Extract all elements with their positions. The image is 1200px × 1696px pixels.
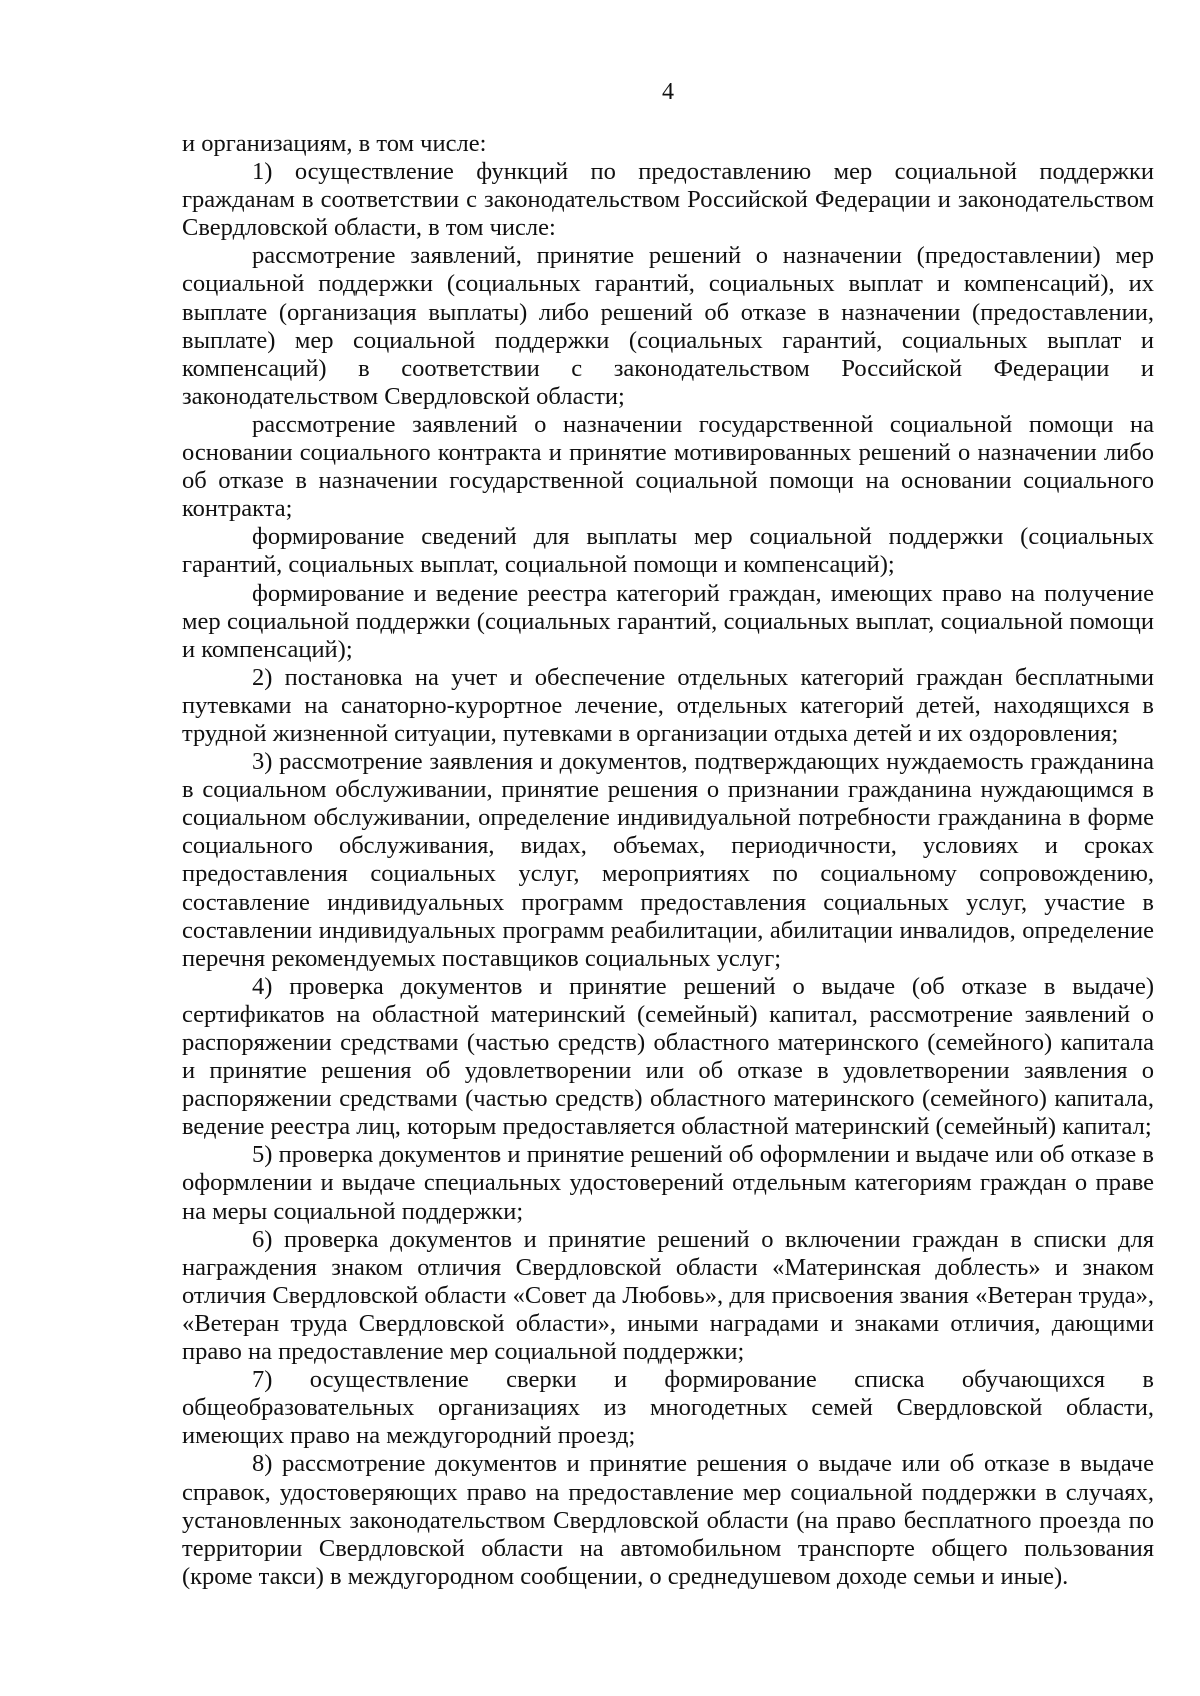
paragraph-intro: и организациям, в том числе: bbox=[182, 130, 487, 157]
paragraph-subitem-social-contract: рассмотрение заявлений о назначении государственной социальной помощи на основании социального контракта и принятие мотивированных решений о назначении либо об отказе в назначении государственной социальной помощи на основании социального контракта; bbox=[182, 410, 1154, 523]
paragraph-item-8: 8) рассмотрение документов и принятие решения о выдаче или об отказе в выдаче справок, удостоверяющих право на предоставление мер социальной поддержки в случаях, установленных законодательством Свердловской области (на право бесплатного проезда по территории Свердловской области на автомобильном транспорте общего пользования (кроме такси) в междугородном сообщении, о среднедушевом доходе семьи и иные). bbox=[182, 1450, 1154, 1590]
paragraph-item-5: 5) проверка документов и принятие решений об оформлении и выдаче или об отказе в оформлении и выдаче специальных удостоверений отдельным категориям граждан о праве на меры социальной поддержки; bbox=[182, 1141, 1154, 1225]
paragraph-item-3: 3) рассмотрение заявления и документов, подтверждающих нуждаемость гражданина в социальном обслуживании, принятие решения о признании гражданина нуждающимся в социальном обслуживании, определение индивидуальной потребности гражданина в форме социального обслуживания, видах, объемах, периодичности, условиях и сроках предоставления социальных услуг, мероприятиях по социальному сопровождению, составление индивидуальных программ предоставления социальных услуг, участие в составлении индивидуальных программ реабилитации, абилитации инвалидов, определение перечня рекомендуемых поставщиков социальных услуг; bbox=[182, 748, 1154, 972]
paragraph-item-2: 2) постановка на учет и обеспечение отдельных категорий граждан бесплатными путевками на санаторно-курортное лечение, отдельных категорий детей, находящихся в трудной жизненной ситуации, путевками в организации отдыха детей и их оздоровления; bbox=[182, 663, 1154, 747]
document-body bbox=[182, 130, 1154, 1591]
document-page bbox=[182, 0, 1154, 1696]
paragraph-subitem-registry: формирование и ведение реестра категорий граждан, имеющих право на получение мер социальной поддержки (социальных гарантий, социальных выплат, социальной помощи и компенсаций); bbox=[182, 579, 1154, 663]
page-number: 4 bbox=[662, 79, 674, 105]
paragraph-subitem-applications: рассмотрение заявлений, принятие решений о назначении (предоставлении) мер социальной поддержки (социальных гарантий, социальных выплат и компенсаций), их выплате (организация выплаты) либо решений об отказе в назначении (предоставлении, выплате) мер социальной поддержки (социальных гарантий, социальных выплат и компенсаций) в соответствии с законодательством Российской Федерации и законодательством Свердловской области; bbox=[182, 242, 1154, 410]
paragraph-item-1: 1) осуществление функций по предоставлению мер социальной поддержки гражданам в соответствии с законодательством Российской Федерации и законодательством Свердловской области, в том числе: bbox=[182, 158, 1154, 242]
paragraph-item-6: 6) проверка документов и принятие решений о включении граждан в списки для награждения знаком отличия Свердловской области «Материнская доблесть» и знаком отличия Свердловской области «Совет да Любовь», для присвоения звания «Ветеран труда», «Ветеран труда Свердловской области», иными наградами и знаками отличия, дающими право на предоставление мер социальной поддержки; bbox=[182, 1225, 1154, 1366]
paragraph-item-7: 7) осуществление сверки и формирование списка обучающихся в общеобразовательных организациях из многодетных семей Свердловской области, имеющих право на междугородний проезд; bbox=[182, 1366, 1154, 1450]
paragraph-subitem-payment-info: формирование сведений для выплаты мер социальной поддержки (социальных гарантий, социальных выплат, социальной помощи и компенсаций); bbox=[182, 523, 1154, 579]
paragraph-item-4: 4) проверка документов и принятие решений о выдаче (об отказе в выдаче) сертификатов на областной материнский (семейный) капитал, рассмотрение заявлений о распоряжении средствами (частью средств) областного материнского (семейного) капитала и принятие решения об удовлетворении или об отказе в удовлетворении заявления о распоряжении средствами (частью средств) областного материнского (семейного) капитала, ведение реестра лиц, которым предоставляется областной материнский (семейный) капитал; bbox=[182, 972, 1154, 1141]
